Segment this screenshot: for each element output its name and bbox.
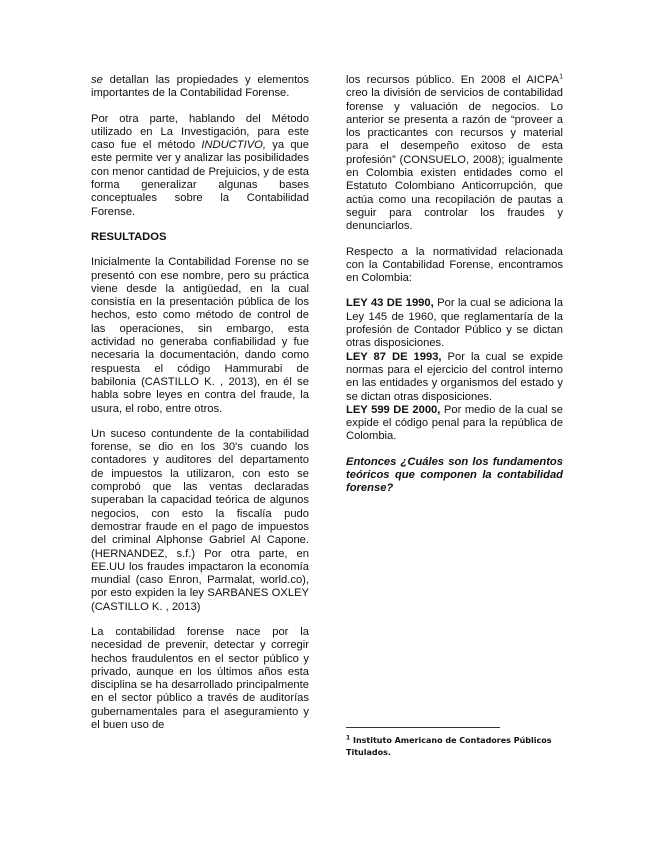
footnote-number: 1 [346,734,351,742]
intro-italic-word: se [91,74,103,86]
method-inductivo: INDUCTIVO, [201,139,266,152]
law-text: Por la cual se adiciona la Ley 145 de 1960, que reglamentaría de la profesión de Contador Público y se dictan otras disposiciones. [346,297,563,350]
footnote-divider [346,727,500,728]
law-item [346,351,563,404]
left-column [91,74,309,744]
method-paragraph [91,113,309,219]
method-text-a: Por otra parte, hablando del Método utilizado en La Investigación, para este caso fue el método [91,112,309,152]
intro-text: detallan las propiedades y elementos importantes de la Contabilidad Forense. [91,74,309,100]
law-text: Por la cual se expide normas para el ejercicio del control interno en las entidades y organismos del estado y se dictan otras disposiciones. [346,350,563,403]
footnote-ref[interactable]: 1 [559,73,563,81]
aicpa-paragraph [346,74,563,234]
method-text-b: ya que este permite ver y analizar las posibilidades con menor cantidad de Prejuicios, y de esta forma generalizar algunas bases conceptuales sobre la Contabilidad Forense. [91,139,310,218]
aicpa-text-a: los recursos público. En 2008 el AICPA [346,74,560,86]
research-question: Entonces ¿Cuáles son los fundamentos teóricos que componen la contabilidad forense? [346,455,563,495]
right-column [346,74,563,508]
necesidad-paragraph: La contabilidad forense nace por la necesidad de prevenir, detectar y corregir hechos fraudulentos en el sector público y privado, aunque en los últimos años esta disciplina se ha desarrollado principalmente en el sector público a través de auditorías gubernamentales para el aseguramiento y el buen uso de [91,625,309,732]
law-text: Por medio de la cual se expide el código penal para la república de Colombia. [346,403,563,443]
law-item [346,297,563,350]
law-item [346,404,563,444]
law-title: LEY 599 DE 2000, [346,403,441,416]
law-title: LEY 43 DE 1990, [346,297,434,310]
law-title: LEY 87 DE 1993, [346,350,442,363]
footnote [346,735,566,759]
normatividad-paragraph: Respecto a la normatividad relacionada con la Contabilidad Forense, encontramos en Colombia: [346,245,563,285]
results-heading: RESULTADOS [91,230,167,243]
footnote-text: Instituto Americano de Contadores Públicos Titulados. [346,736,552,757]
capone-paragraph: Un suceso contundente de la contabilidad forense, se dio en los 30's cuando los contadores y auditores del departamento de impuestos la utilizaron, con esto se comprobó que las ventas declaradas superaban la capacidad teórica de algunos negocios, con esto la fiscalía pudo demostrar fraude en el pago de impuestos del criminal Alphonse Gabriel Al Capone. (HERNANDEZ, s.f.) Por otra parte, en EE.UU los fraudes impactaron la economía mundial (caso Enron, Parmalat, world.co), por esto expiden la ley SARBANES OXLEY (CASTILLO K. , 2013) [91,427,309,613]
hammurabi-paragraph: Inicialmente la Contabilidad Forense no se presentó con ese nombre, pero su práctica viene desde la antigüedad, en la cual consistía en la presentación pública de los hechos, esto como método de control de las operaciones, sin embargo, esta actividad no generaba confiabilidad y fue necesaria la documentación, dando como respuesta el código Hammurabi de babilonia (CASTILLO K. , 2013), en él se habla sobre leyes en contra del fraude, la usura, el robo, entre otros. [91,256,309,415]
aicpa-text-b: creo la división de servicios de contabilidad forense y valuación de negocios. Lo anterior se presenta a razón de “proveer a los practicantes con recursos y material para el desempeño exitoso de esta profesión” (CONSUELO, 2008); igualmente en Colombia existen entidades como el Estatuto Colombiano Anticorrupción, que actúa como una recopilación de pautas a seguir para controlar los fraudes y denunciarlos. [346,87,563,233]
intro-paragraph [91,74,309,101]
